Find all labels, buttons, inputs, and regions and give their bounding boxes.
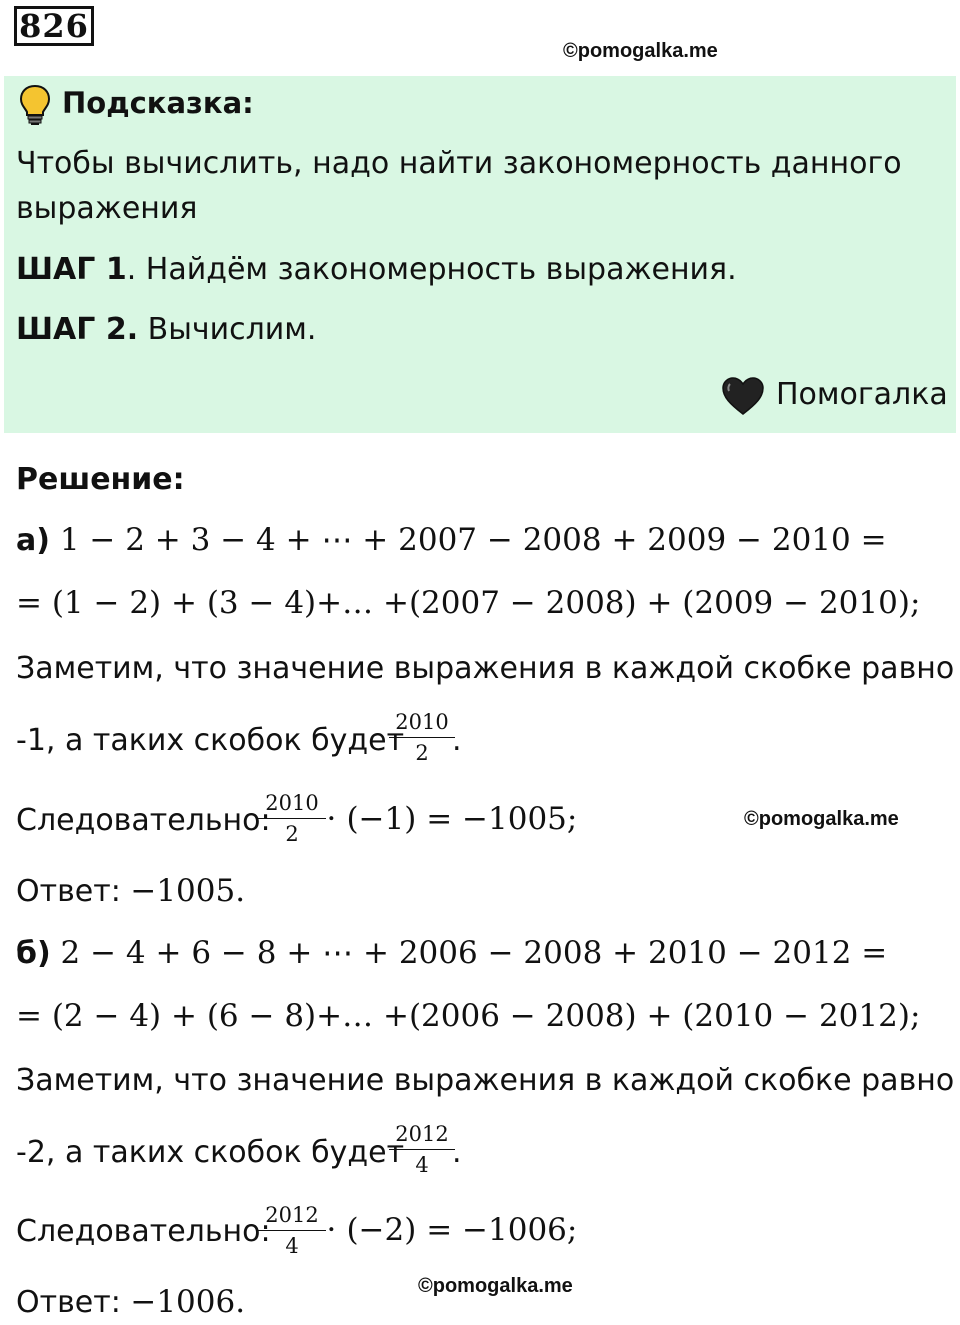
- part-a-result: ⋅ (−1) = −1005;: [326, 801, 578, 837]
- fraction-denominator: 4: [415, 1153, 429, 1177]
- hint-title: Подсказка:: [62, 86, 254, 120]
- answer-label: Ответ:: [16, 874, 131, 909]
- step1-label: ШАГ 1: [16, 252, 127, 287]
- answer-value: −1005.: [130, 873, 246, 909]
- part-a-label: а): [16, 523, 50, 558]
- part-a-expr2: = (1 − 2) + (3 − 4)+… +(2007 − 2008) + (2009 − 2010);: [16, 585, 921, 621]
- part-a-fraction-2: [258, 790, 326, 847]
- fraction-denominator: 4: [285, 1234, 299, 1258]
- hint-step2: [16, 312, 316, 347]
- part-a-line1: [16, 522, 887, 558]
- part-b-expr1: 2 − 4 + 6 − 8 + ⋯ + 2006 − 2008 + 2010 − 2012 =: [50, 935, 888, 971]
- fraction-numerator: 2010: [265, 791, 319, 815]
- part-b-note2: -2, а таких скобок будет: [16, 1135, 405, 1170]
- step2-text: Вычислим.: [138, 312, 317, 347]
- watermark-bottom: ©pomogalka.me: [418, 1275, 573, 1297]
- lightbulb-icon: [18, 84, 52, 126]
- part-b-expr2: = (2 − 4) + (6 − 8)+… +(2006 − 2008) + (2010 − 2012);: [16, 998, 921, 1034]
- part-b-fraction-2: [258, 1202, 326, 1259]
- part-b-therefore: Следовательно:: [16, 1214, 271, 1249]
- part-b-fraction-1: [389, 1121, 455, 1178]
- step2-label: ШАГ 2.: [16, 312, 139, 347]
- hint-text-line2: выражения: [16, 191, 198, 226]
- problem-number: 826: [14, 6, 94, 46]
- part-a-answer: [16, 873, 245, 909]
- fraction-denominator: 2: [285, 822, 299, 846]
- part-b-answer: [16, 1284, 245, 1320]
- brand-name: Помогалка: [776, 377, 948, 412]
- hint-text-line1: Чтобы вычислить, надо найти закономерность данного: [16, 146, 902, 181]
- part-b-dot: .: [452, 1135, 462, 1170]
- fraction-bar: [389, 1149, 455, 1150]
- part-a-note2: -1, а таких скобок будет: [16, 723, 405, 758]
- part-b-result: ⋅ (−2) = −1006;: [326, 1212, 578, 1248]
- heart-icon: [720, 376, 766, 416]
- part-a-fraction-1: [389, 709, 455, 766]
- fraction-numerator: 2012: [395, 1122, 449, 1146]
- step1-text: . Найдём закономерность выражения.: [126, 252, 737, 287]
- fraction-numerator: 2012: [265, 1203, 319, 1227]
- fraction-bar: [389, 737, 455, 738]
- fraction-denominator: 2: [415, 741, 429, 765]
- part-a-therefore: Следовательно:: [16, 803, 271, 838]
- part-a-expr1: 1 − 2 + 3 − 4 + ⋯ + 2007 − 2008 + 2009 − 2010 =: [49, 522, 887, 558]
- part-b-label: б): [16, 936, 51, 971]
- watermark-middle: ©pomogalka.me: [744, 808, 899, 830]
- fraction-numerator: 2010: [395, 710, 449, 734]
- solution-title: Решение:: [16, 462, 185, 497]
- part-b-note1: Заметим, что значение выражения в каждой скобке равно: [16, 1063, 955, 1098]
- answer-value: −1006.: [130, 1284, 246, 1320]
- part-a-note1: Заметим, что значение выражения в каждой скобке равно: [16, 651, 955, 686]
- hint-step1: [16, 252, 737, 287]
- answer-label: Ответ:: [16, 1285, 131, 1320]
- fraction-bar: [258, 818, 326, 819]
- part-a-dot: .: [452, 723, 462, 758]
- part-b-line1: [16, 935, 887, 971]
- watermark-top: ©pomogalka.me: [563, 40, 718, 62]
- fraction-bar: [258, 1230, 326, 1231]
